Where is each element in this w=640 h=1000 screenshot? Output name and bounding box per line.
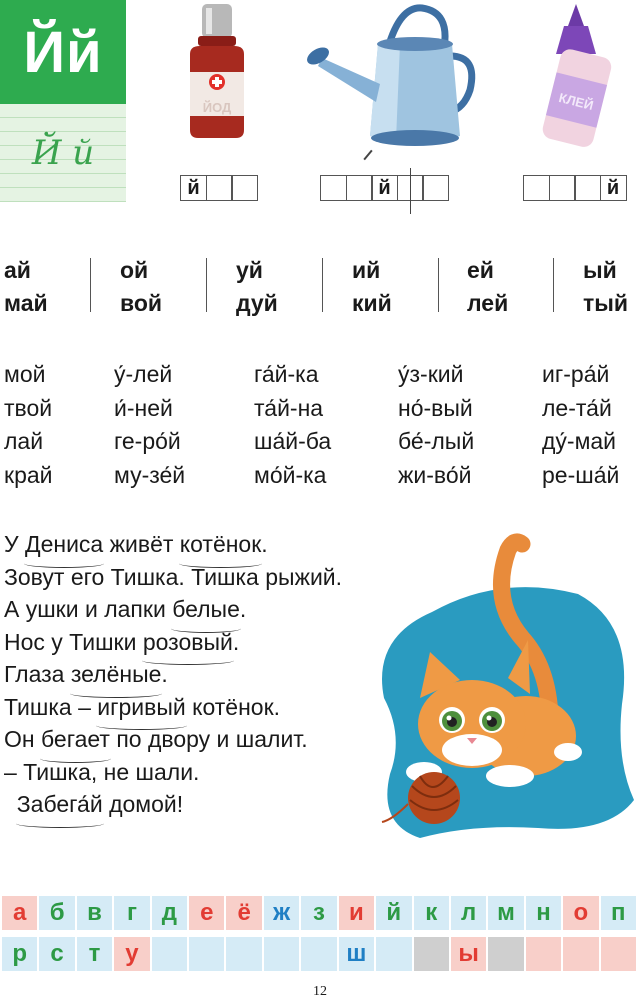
word-column [4, 358, 53, 492]
syllable-column [352, 254, 466, 320]
syllable-column [467, 254, 581, 320]
story-text-run: живёт [103, 531, 180, 557]
story-text-run: . [232, 628, 240, 655]
alphabet-letter-cell: у [114, 937, 149, 971]
word: ле-та́й [542, 394, 612, 421]
alphabet-letter-cell: й [376, 896, 411, 930]
word: ша́й-ба [254, 428, 332, 454]
alphabet-letter-cell: н [526, 896, 561, 930]
glue-bottle-image [536, 2, 616, 150]
alphabet-letter-cell [226, 937, 261, 971]
glue-label: КЛЕЙ [557, 89, 595, 114]
iodine-label: ЙОД [202, 100, 232, 115]
alphabet-letter-cell: в [77, 896, 112, 930]
story-text-run: . [261, 531, 268, 557]
word: и́-ней [114, 394, 173, 421]
story-text-run: Зовут его Тишка. Тишка рыжий. [4, 563, 343, 590]
alphabet-letter-cell: с [39, 937, 74, 971]
syllable-column [120, 254, 234, 320]
syllable: тый [583, 290, 629, 316]
alphabet-letter-cell: р [2, 937, 37, 971]
alphabet-letter-cell: ш [339, 937, 374, 971]
syllable: кий [352, 290, 392, 316]
alphabet-letter-cell: м [488, 896, 523, 930]
syllable: вой [120, 290, 163, 316]
alphabet-letter-cell [301, 937, 336, 971]
syllable-column [4, 254, 118, 320]
alphabet-letter-cell: и [339, 896, 374, 930]
alphabet-letter-cell [563, 937, 598, 971]
letter-card-print: Йй [0, 0, 126, 104]
alphabet-letter-cell [488, 937, 523, 971]
story-text-run: по двору и шалит. [109, 726, 308, 752]
story-text-run: . [239, 596, 247, 622]
story-text-run: котёнок. [185, 693, 281, 720]
word: жи-во́й [398, 461, 472, 488]
word-column [542, 358, 619, 492]
word: у́-лей [114, 361, 173, 387]
syllable: ый [583, 257, 617, 283]
alphabet-row [2, 937, 636, 971]
story-line [4, 528, 342, 561]
story-text-run: домой! [102, 791, 184, 817]
alphabet-letter-cell [189, 937, 224, 971]
story-text-run: Он [4, 726, 41, 752]
story-word-underlined: бегает [41, 723, 110, 756]
story-word-underlined: котёнок [180, 528, 262, 561]
word: лай [4, 428, 44, 454]
column-divider [322, 258, 323, 312]
letter-box: й [371, 175, 398, 201]
letter-box: й [600, 175, 627, 201]
syllable: май [4, 290, 48, 316]
stress-mark [363, 150, 372, 160]
syllable: ой [120, 257, 149, 283]
letter-box [231, 175, 258, 201]
story-word-underlined: белые [172, 593, 240, 626]
story-line [4, 788, 342, 821]
column-divider [206, 258, 207, 312]
story-text [4, 528, 342, 821]
word: твой [4, 394, 53, 421]
watering-can-image [300, 4, 478, 150]
alphabet-letter-cell: п [601, 896, 636, 930]
story-text-run [4, 791, 17, 817]
story-text-run: А ушки и лапки [4, 596, 173, 622]
letter-box: й [180, 175, 207, 201]
word: иг-ра́й [542, 361, 610, 387]
syllable: лей [467, 290, 509, 316]
syllable: ай [4, 257, 31, 283]
alphabet-letter-cell [376, 937, 411, 971]
letter-box [320, 175, 347, 201]
syllable: дуй [236, 290, 278, 316]
syllable: ей [467, 257, 494, 283]
alphabet-letter-cell [526, 937, 561, 971]
alphabet-letter-cell: о [563, 896, 598, 930]
letter-box [574, 175, 601, 201]
letter-box [549, 175, 576, 201]
alphabet-letter-cell [152, 937, 187, 971]
alphabet-letter-cell: к [414, 896, 449, 930]
alphabet-letter-cell: з [301, 896, 336, 930]
story-text-run: Глаза [4, 661, 71, 687]
word: му-зе́й [114, 461, 186, 488]
word: ре-ша́й [542, 461, 620, 488]
word: мой [4, 361, 46, 387]
letter-box [346, 175, 373, 201]
page-number: 12 [313, 984, 327, 999]
column-divider [553, 258, 554, 312]
alphabet-letter-cell [264, 937, 299, 971]
iodine-letter-boxes [180, 175, 258, 201]
story-line [4, 626, 342, 659]
word: ду́-май [542, 428, 617, 454]
word: край [4, 461, 53, 488]
glue-letter-boxes [523, 175, 627, 201]
alphabet-letter-cell: ё [226, 896, 261, 930]
story-text-run: – Тишка, не шали. [4, 758, 200, 785]
alphabet-letter-cell: ы [451, 937, 486, 971]
story-line [4, 691, 342, 724]
word-column [254, 358, 331, 492]
letter-box [422, 175, 449, 201]
story-word-underlined: Дениса [25, 528, 103, 561]
word: мо́й-ка [254, 461, 327, 488]
alphabet-letter-cell: д [152, 896, 187, 930]
word-column [114, 358, 185, 492]
alphabet-letter-cell [601, 937, 636, 971]
story-text-run: . [161, 661, 168, 687]
syllable-divider [410, 168, 411, 214]
word: но́-вый [398, 394, 473, 421]
letter-box [523, 175, 550, 201]
word: га́й-ка [254, 361, 319, 387]
word: бе́-лый [398, 428, 475, 454]
column-divider [438, 258, 439, 312]
letter-box [206, 175, 233, 201]
cat-illustration [372, 528, 640, 846]
story-word-underlined: зелёные [71, 658, 162, 691]
watering-can-letter-boxes [320, 175, 449, 201]
alphabet-row [2, 896, 636, 930]
alphabet-letter-cell: л [451, 896, 486, 930]
alphabet-letter-cell [414, 937, 449, 971]
story-word-underlined: игривый [97, 691, 185, 724]
alphabet-letter-cell: ж [264, 896, 299, 930]
syllable-column [583, 254, 640, 320]
word: та́й-на [254, 394, 324, 421]
syllable-column [236, 254, 350, 320]
story-word-underlined: Забега́й [17, 788, 103, 821]
story-text-run: Тишка – [4, 693, 98, 720]
alphabet-letter-cell: а [2, 896, 37, 930]
word-column [398, 358, 474, 492]
iodine-bottle-image [184, 2, 250, 140]
word: ге-ро́й [114, 428, 181, 454]
alphabet-letter-cell: т [77, 937, 112, 971]
syllable: уй [236, 257, 263, 283]
letter-card-script: Й й [0, 104, 126, 202]
alphabet-letter-cell: е [189, 896, 224, 930]
alphabet-letter-cell: г [114, 896, 149, 930]
column-divider [90, 258, 91, 312]
story-line [4, 593, 342, 626]
story-text-run: Нос у Тишки [4, 628, 143, 655]
syllable: ий [352, 257, 381, 283]
story-text-run: У [4, 531, 26, 557]
story-word-underlined: розовый [143, 626, 233, 659]
alphabet-letter-cell: б [39, 896, 74, 930]
word: у́з-кий [398, 361, 464, 387]
